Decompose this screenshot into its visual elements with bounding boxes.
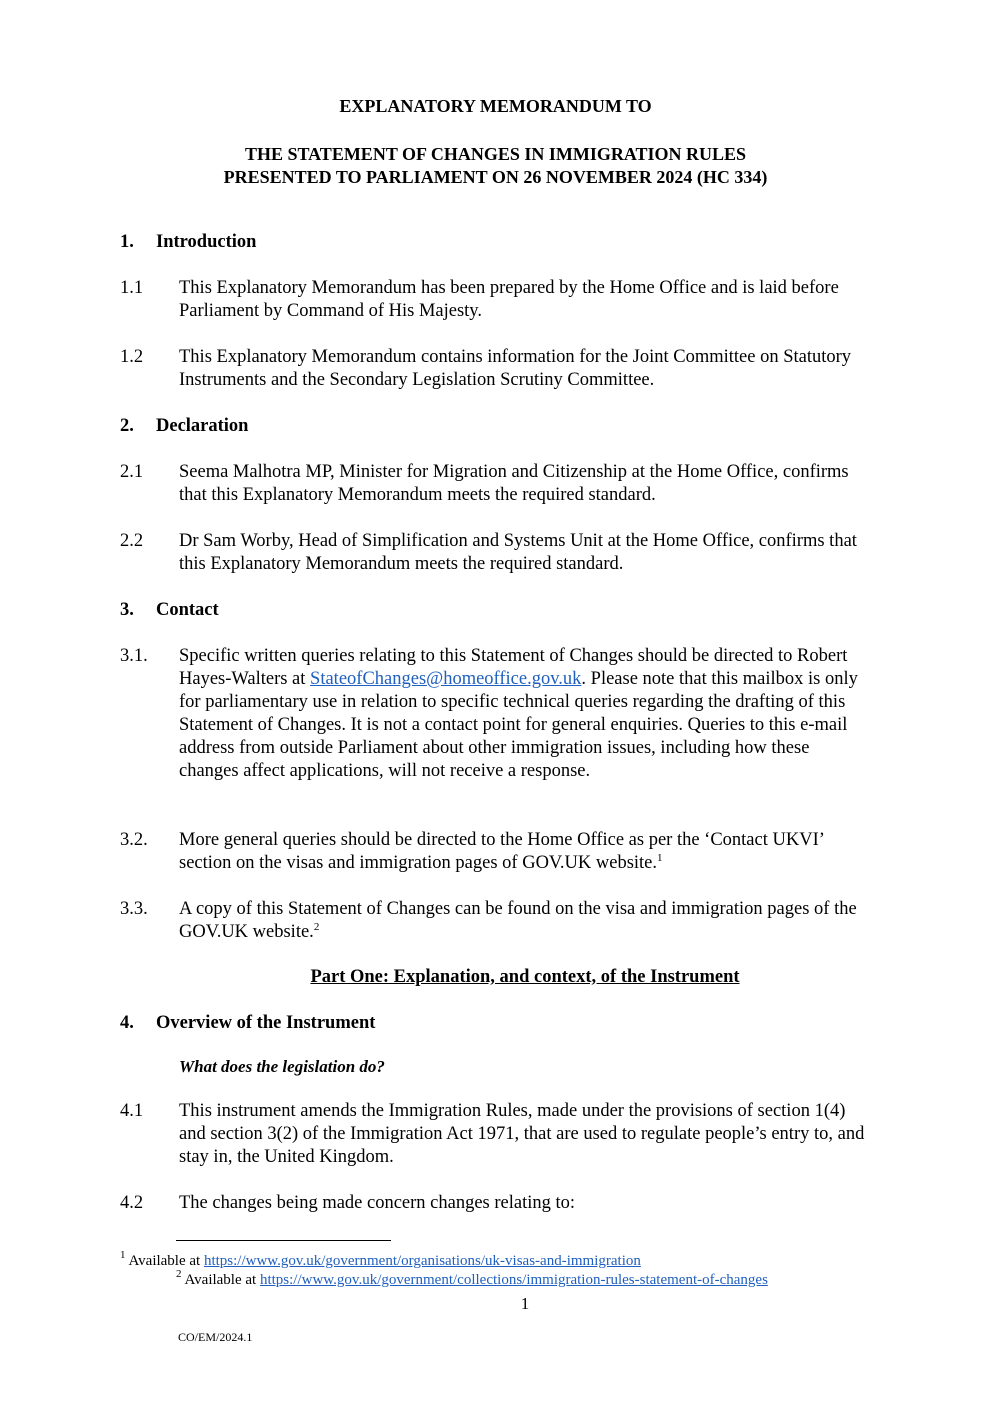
footnote-1 bbox=[120, 1249, 641, 1271]
section-number: 3. bbox=[120, 600, 134, 620]
paragraph-number: 4.2 bbox=[120, 1193, 144, 1213]
paragraph-3-1 bbox=[120, 645, 865, 783]
document-title-line2: THE STATEMENT OF CHANGES IN IMMIGRATION RULES bbox=[244, 144, 747, 164]
paragraph-text bbox=[179, 829, 865, 875]
footnote-link[interactable]: https://www.gov.uk/government/collections/immigration-rules-statement-of-changes bbox=[259, 1272, 768, 1288]
section-heading-contact bbox=[120, 599, 219, 622]
paragraph-body: More general queries should be directed to the Home Office as per the ‘Contact UKVI’ section on the visas and immigration pages of GOV.UK website. bbox=[179, 830, 824, 873]
document-title-line3: PRESENTED TO PARLIAMENT ON 26 NOVEMBER 2024 (HC 334) bbox=[223, 167, 768, 187]
footnote-mark: 1 bbox=[120, 1249, 126, 1261]
section-title: Contact bbox=[156, 600, 219, 620]
paragraph-1-1 bbox=[120, 277, 865, 323]
paragraph-2-1 bbox=[120, 461, 865, 507]
paragraph-text: This instrument amends the Immigration Rules, made under the provisions of section 1(4) and section 3(2) of the Immigration Act 1971, that are used to regulate people’s entry to, and stay in, the United Kingdom. bbox=[179, 1101, 865, 1167]
paragraph-number: 2.1 bbox=[120, 462, 144, 482]
part-one-heading: Part One: Explanation, and context, of the Instrument bbox=[310, 967, 740, 987]
paragraph-3-2 bbox=[120, 829, 865, 875]
paragraph-number: 1.2 bbox=[120, 347, 144, 367]
footnote-2 bbox=[176, 1268, 768, 1290]
paragraph-number: 1.1 bbox=[120, 278, 144, 298]
section-heading-introduction bbox=[120, 231, 256, 254]
section-number: 2. bbox=[120, 416, 134, 436]
paragraph-text: This Explanatory Memorandum has been prepared by the Home Office and is laid before Parliament by Command of His Majesty. bbox=[179, 278, 839, 321]
paragraph-number: 3.2. bbox=[120, 830, 148, 850]
subheading-what-does-legislation-do: What does the legislation do? bbox=[179, 1057, 385, 1076]
footnote-divider bbox=[176, 1240, 391, 1241]
section-title: Declaration bbox=[156, 416, 249, 436]
page-number: 1 bbox=[520, 1294, 530, 1313]
paragraph-text: Dr Sam Worby, Head of Simplification and Systems Unit at the Home Office, confirms that this Explanatory Memorandum meets the required standard. bbox=[179, 531, 857, 574]
paragraph-text: The changes being made concern changes relating to: bbox=[179, 1193, 576, 1213]
footnote-reference[interactable]: 2 bbox=[313, 921, 320, 933]
paragraph-body: A copy of this Statement of Changes can be found on the visa and immigration pages of the GOV.UK website. bbox=[179, 899, 857, 942]
paragraph-number: 3.3. bbox=[120, 899, 148, 919]
paragraph-number: 2.2 bbox=[120, 531, 144, 551]
document-title-line1: EXPLANATORY MEMORANDUM TO bbox=[339, 96, 652, 116]
footnote-link[interactable]: https://www.gov.uk/government/organisations/uk-visas-and-immigration bbox=[203, 1253, 641, 1269]
document-code: CO/EM/2024.1 bbox=[178, 1330, 253, 1344]
footnote-mark: 2 bbox=[176, 1268, 182, 1280]
section-number: 1. bbox=[120, 232, 134, 252]
paragraph-number: 3.1. bbox=[120, 646, 148, 666]
paragraph-text-before-email: Specific written queries relating to this Statement of Changes should be directed to Robert Hayes-Walters at bbox=[179, 646, 848, 689]
section-heading-declaration bbox=[120, 415, 248, 438]
paragraph-1-2 bbox=[120, 346, 865, 392]
footnote-prefix: Available at bbox=[128, 1253, 204, 1269]
section-title: Overview of the Instrument bbox=[156, 1013, 376, 1033]
paragraph-2-2 bbox=[120, 530, 865, 576]
paragraph-text: This Explanatory Memorandum contains information for the Joint Committee on Statutory Instruments and the Secondary Legislation Scrutiny Committee. bbox=[179, 347, 852, 390]
paragraph-text bbox=[179, 898, 865, 944]
paragraph-number: 4.1 bbox=[120, 1101, 144, 1121]
section-title: Introduction bbox=[156, 232, 257, 252]
paragraph-4-1 bbox=[120, 1100, 865, 1169]
paragraph-text-after-email: . Please note that this mailbox is only for parliamentary use in relation to specific technical queries regarding the drafting of this Statement of Changes. It is not a contact point for general enquiries. Queries to this e-mail address from outside Parliament about other immigration issues, including how these changes affect applications, will not receive a response. bbox=[179, 669, 858, 781]
section-heading-overview bbox=[120, 1012, 375, 1035]
contact-email-link[interactable]: StateofChanges@homeoffice.gov.uk bbox=[310, 669, 582, 689]
section-number: 4. bbox=[120, 1013, 134, 1033]
footnote-prefix: Available at bbox=[184, 1272, 260, 1288]
paragraph-text bbox=[179, 645, 865, 783]
footnote-reference[interactable]: 1 bbox=[657, 852, 663, 864]
paragraph-4-2 bbox=[120, 1192, 865, 1215]
paragraph-text: Seema Malhotra MP, Minister for Migration and Citizenship at the Home Office, confirms that this Explanatory Memorandum meets the required standard. bbox=[179, 462, 849, 505]
paragraph-3-3 bbox=[120, 898, 865, 944]
